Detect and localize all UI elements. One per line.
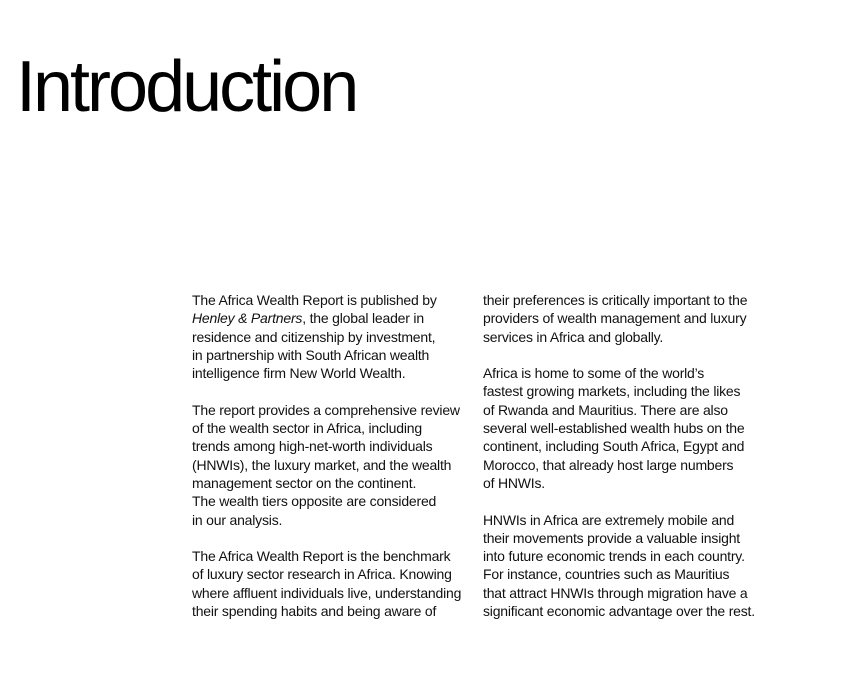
text-line: Africa is home to some of the world’s (483, 365, 705, 382)
paragraph (192, 291, 472, 382)
text-line: The wealth tiers opposite are considered (192, 493, 437, 510)
text-line (192, 309, 472, 327)
text-line: providers of wealth management and luxury (483, 310, 747, 327)
text-line: management sector on the continent. (192, 474, 417, 491)
text-line: services in Africa and globally. (483, 328, 664, 345)
paragraph (192, 401, 472, 529)
text-line: their spending habits and being aware of (192, 603, 437, 620)
text-line: several well-established wealth hubs on the (483, 420, 745, 437)
text-line: For instance, countries such as Mauritius (483, 566, 730, 583)
left-column (192, 291, 472, 639)
text-line: significant economic advantage over the rest. (483, 603, 755, 620)
text-line: The Africa Wealth Report is the benchmark (192, 548, 451, 565)
text-line: Morocco, that already host large numbers (483, 456, 734, 473)
text-line: HNWIs in Africa are extremely mobile and (483, 511, 735, 528)
text-line: where affluent individuals live, understanding (192, 584, 462, 601)
text-line: The Africa Wealth Report is published by (192, 292, 437, 308)
text-line: (HNWIs), the luxury market, and the wealth (192, 456, 452, 473)
right-column (483, 291, 773, 639)
paragraph (192, 547, 472, 620)
page-title: Introduction (16, 47, 357, 127)
text-line: in our analysis. (192, 511, 283, 528)
paragraph (483, 364, 773, 492)
text-line: in partnership with South African wealth (192, 346, 430, 363)
text-fragment: , the global leader in (302, 310, 424, 327)
paragraph (483, 511, 773, 621)
text-line: of Rwanda and Mauritius. There are also (483, 401, 728, 418)
text-line: intelligence firm New World Wealth. (192, 365, 406, 382)
text-line: of the wealth sector in Africa, including (192, 420, 422, 437)
text-line: their movements provide a valuable insight (483, 529, 740, 546)
text-line: trends among high-net-worth individuals (192, 438, 433, 455)
text-line: into future economic trends in each country. (483, 548, 745, 565)
text-line: that attract HNWIs through migration have a (483, 584, 748, 601)
text-line: their preferences is critically important to the (483, 292, 748, 308)
text-line: of luxury sector research in Africa. Knowing (192, 566, 452, 583)
paragraph (483, 291, 773, 346)
text-line: fastest growing markets, including the likes (483, 383, 741, 400)
text-line: The report provides a comprehensive review (192, 401, 460, 418)
text-line: of HNWIs. (483, 474, 545, 491)
text-line: continent, including South Africa, Egypt and (483, 438, 745, 455)
publisher-name: Henley & Partners (192, 310, 303, 327)
text-line: residence and citizenship by investment, (192, 328, 436, 345)
